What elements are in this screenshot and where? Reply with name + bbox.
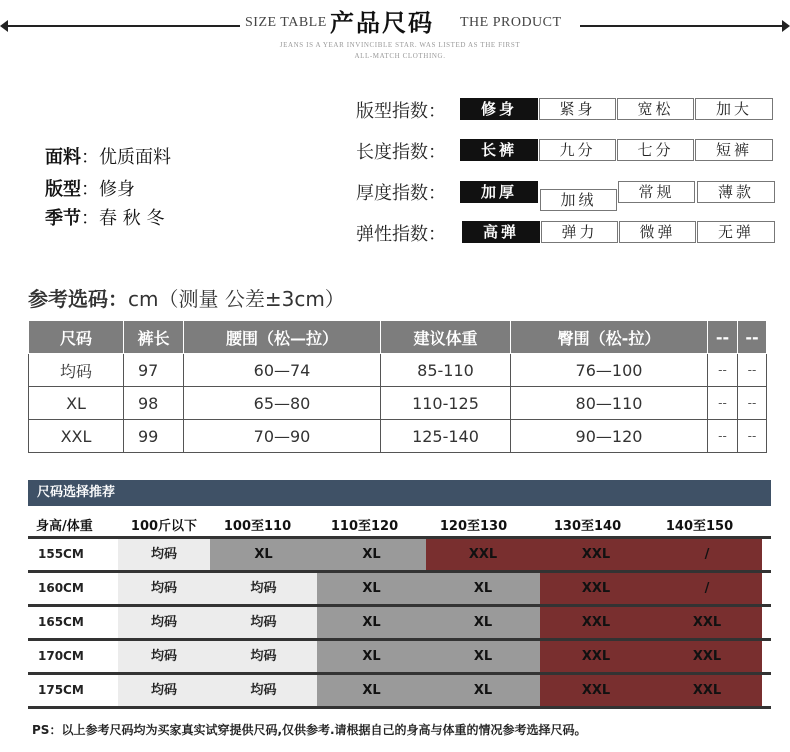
- rec-cell: XXL: [540, 675, 652, 706]
- rec-cell: 均码: [210, 607, 317, 638]
- elasticity-index-label: 弹性指数：: [356, 224, 446, 245]
- cell-waist: 60—74: [184, 354, 381, 387]
- fit-label: 版型: [45, 179, 81, 200]
- length-index-label: 长度指数：: [356, 142, 446, 163]
- header-left-rule: [8, 25, 240, 27]
- ps-note: PS：以上参考尺码均为买家真实试穿提供尺码,仅供参考.请根据自己的身高与体重的情况参考选择尺码。: [32, 723, 587, 737]
- elasticity-option-slight: 微弹: [619, 221, 696, 243]
- length-option-long: 长裤: [460, 139, 538, 161]
- fit-value: ：修身: [81, 179, 135, 200]
- thickness-index-label: 厚度指数：: [356, 183, 446, 204]
- tagline-line-2: ALL-MATCH CLOTHING.: [354, 52, 446, 60]
- rec-header-w4: 130至140: [553, 519, 622, 534]
- rec-cell: XXL: [426, 539, 540, 570]
- fit-option-loose: 宽松: [617, 98, 694, 120]
- cell-weight: 85-110: [381, 354, 511, 387]
- fit-option-slim: 修身: [460, 98, 538, 120]
- cell-length: 98: [124, 387, 184, 420]
- rec-cell: XL: [317, 641, 426, 672]
- rec-header-w3: 120至130: [439, 519, 508, 534]
- elasticity-option-none: 无弹: [697, 221, 775, 243]
- size-table-header: [29, 321, 767, 354]
- cell-weight: 110-125: [381, 387, 511, 420]
- rec-height-label: 160CM: [28, 573, 118, 604]
- fit-info: [45, 175, 135, 201]
- rec-header-w5: 140至150: [665, 519, 734, 534]
- rec-height-label: 175CM: [28, 675, 118, 706]
- rec-cell: XL: [426, 573, 540, 604]
- rec-cell: XL: [317, 607, 426, 638]
- cell-size: XL: [29, 387, 124, 420]
- rec-cell: XXL: [540, 573, 652, 604]
- header-right-arrow-icon: [782, 20, 790, 32]
- rec-cell: 均码: [210, 641, 317, 672]
- rec-cell: 均码: [118, 607, 210, 638]
- rec-cell: 均码: [118, 573, 210, 604]
- rec-cell: 均码: [118, 641, 210, 672]
- cell-extra-2: --: [738, 420, 767, 453]
- rec-header-height-weight: 身高/体重: [36, 519, 93, 534]
- fit-option-plus: 加大: [695, 98, 773, 120]
- rec-cell: 均码: [210, 573, 317, 604]
- thickness-option-thick: 加厚: [460, 181, 538, 203]
- cell-waist: 70—90: [184, 420, 381, 453]
- rec-row-divider: [28, 706, 771, 709]
- fabric-info: [45, 143, 171, 169]
- the-product-label: THE PRODUCT: [460, 15, 562, 30]
- cell-hip: 90—120: [511, 420, 708, 453]
- header-length: 裤长: [124, 321, 184, 354]
- reference-note: cm（测量 公差±3cm）: [128, 287, 345, 311]
- cell-extra-2: --: [738, 354, 767, 387]
- header-extra-2: --: [738, 321, 767, 354]
- rec-height-label: 155CM: [28, 539, 118, 570]
- header-hip: 臀围（松-拉）: [511, 321, 708, 354]
- rec-cell: XXL: [652, 675, 762, 706]
- tagline-line-1: JEANS IS A YEAR INVINCIBLE STAR. WAS LISTED AS THE FIRST: [279, 41, 521, 49]
- rec-height-label: 170CM: [28, 641, 118, 672]
- rec-header-w1: 100至110: [223, 519, 292, 534]
- thickness-option-regular: 常规: [618, 181, 695, 203]
- reference-size-heading: [28, 283, 345, 312]
- rec-cell: /: [652, 573, 762, 604]
- length-option-short: 短裤: [695, 139, 773, 161]
- size-table-label: SIZE TABLE: [245, 15, 327, 30]
- cell-hip: 76—100: [511, 354, 708, 387]
- recommend-title-bar: 尺码选择推荐: [28, 480, 771, 506]
- rec-cell: XL: [317, 539, 426, 570]
- season-info: [45, 204, 164, 230]
- cell-weight: 125-140: [381, 420, 511, 453]
- rec-header-w2: 110至120: [330, 519, 399, 534]
- cell-size: XXL: [29, 420, 124, 453]
- header-waist: 腰围（松—拉）: [184, 321, 381, 354]
- thickness-option-thin: 薄款: [697, 181, 775, 203]
- length-option-seventh: 七分: [617, 139, 694, 161]
- rec-cell: XXL: [540, 539, 652, 570]
- rec-cell: XXL: [652, 641, 762, 672]
- rec-cell: XXL: [652, 607, 762, 638]
- table-row: [29, 354, 767, 387]
- rec-cell: XL: [210, 539, 317, 570]
- cell-size: 均码: [29, 354, 124, 387]
- rec-cell: XXL: [540, 641, 652, 672]
- cell-hip: 80—110: [511, 387, 708, 420]
- rec-cell: XL: [317, 675, 426, 706]
- fabric-label: 面料: [45, 147, 81, 168]
- cell-waist: 65—80: [184, 387, 381, 420]
- header-size: 尺码: [29, 321, 124, 354]
- header-left-arrow-icon: [0, 20, 8, 32]
- season-label: 季节: [45, 208, 81, 229]
- rec-cell: XXL: [540, 607, 652, 638]
- rec-cell: 均码: [210, 675, 317, 706]
- rec-height-label: 165CM: [28, 607, 118, 638]
- elasticity-option-stretch: 弹力: [541, 221, 618, 243]
- cell-extra-1: --: [708, 420, 738, 453]
- cell-extra-1: --: [708, 387, 738, 420]
- header-weight: 建议体重: [381, 321, 511, 354]
- rec-cell: /: [652, 539, 762, 570]
- cell-length: 99: [124, 420, 184, 453]
- season-value: ：春 秋 冬: [81, 208, 165, 229]
- cell-length: 97: [124, 354, 184, 387]
- thickness-option-fleece: 加绒: [540, 189, 617, 211]
- table-row: [29, 387, 767, 420]
- rec-cell: XL: [426, 641, 540, 672]
- rec-cell: 均码: [118, 539, 210, 570]
- rec-cell: 均码: [118, 675, 210, 706]
- header-right-rule: [580, 25, 782, 27]
- elasticity-option-high: 高弹: [462, 221, 540, 243]
- length-option-ninth: 九分: [539, 139, 616, 161]
- size-table: [28, 320, 767, 453]
- cell-extra-2: --: [738, 387, 767, 420]
- fit-index-label: 版型指数：: [356, 101, 446, 122]
- header-extra-1: --: [708, 321, 738, 354]
- table-row: [29, 420, 767, 453]
- reference-title: 参考选码：: [28, 287, 128, 311]
- fit-option-tight: 紧身: [539, 98, 616, 120]
- rec-cell: XL: [426, 607, 540, 638]
- fabric-value: ：优质面料: [81, 147, 171, 168]
- page-title: 产品尺码: [330, 9, 434, 37]
- rec-cell: XL: [317, 573, 426, 604]
- cell-extra-1: --: [708, 354, 738, 387]
- rec-cell: XL: [426, 675, 540, 706]
- rec-header-w0: 100斤以下: [130, 519, 198, 534]
